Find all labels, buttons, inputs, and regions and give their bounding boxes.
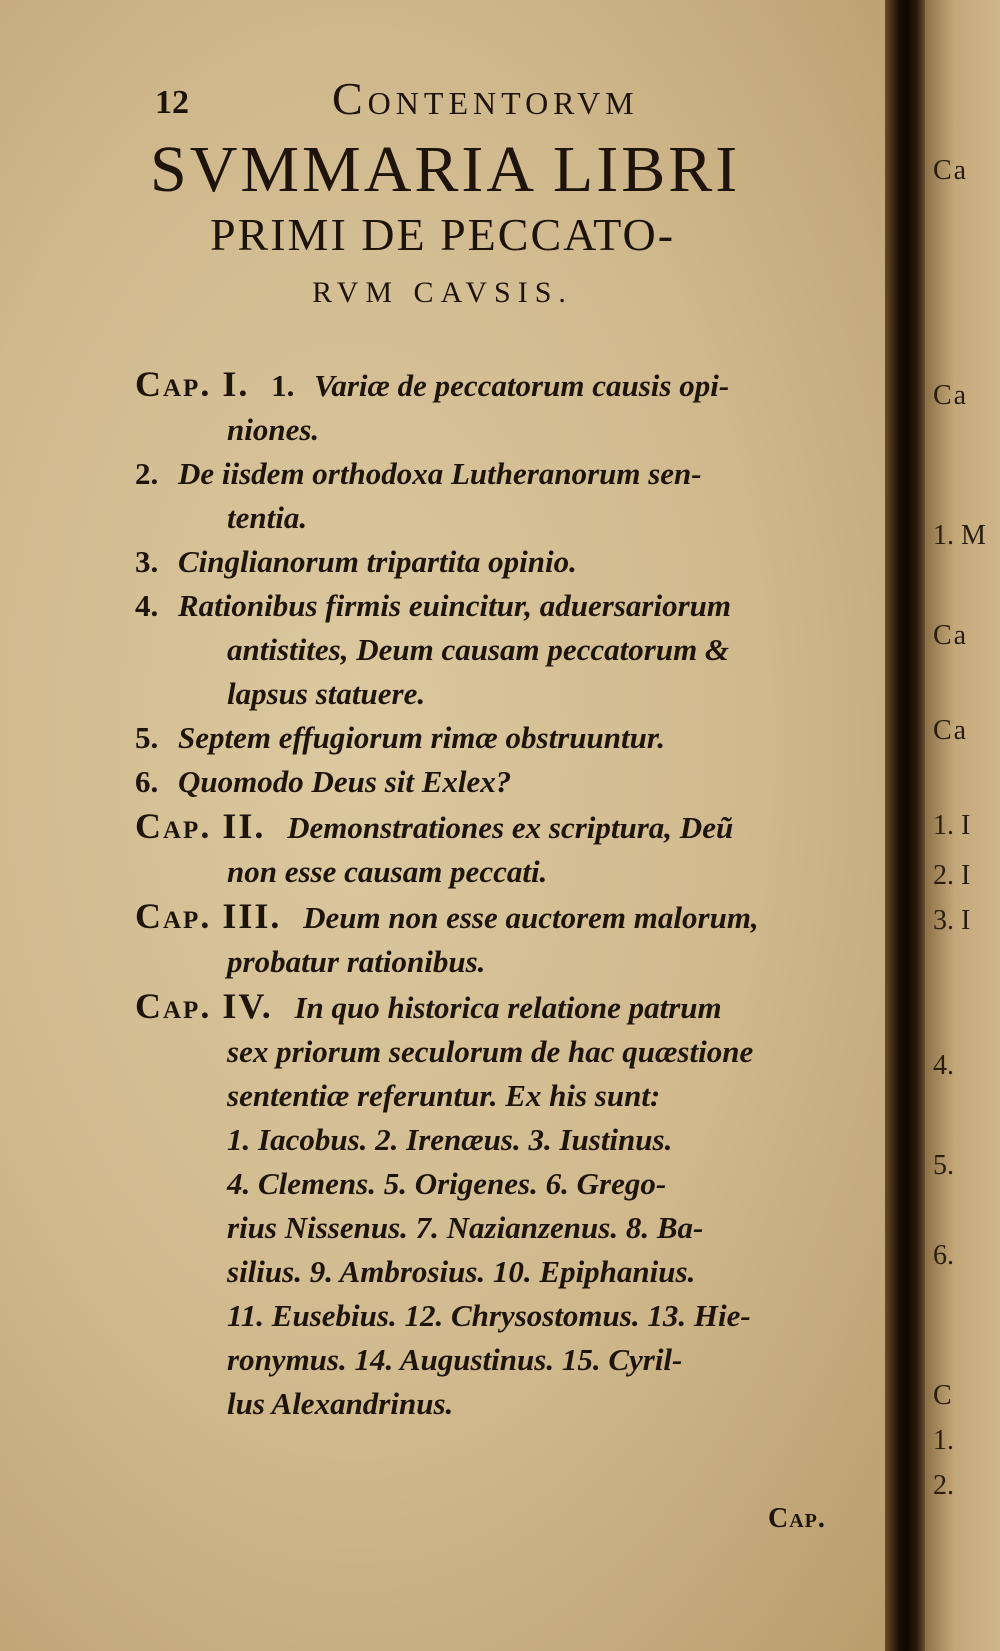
chapter-text-cont: sententiæ referuntur. Ex his sunt: <box>227 1078 661 1113</box>
item-text: De iisdem orthodoxa Lutheranorum sen- <box>178 456 702 491</box>
item-text-cont: antistites, Deum causam peccatorum & <box>227 632 730 667</box>
title-line-3: RVM CAVSIS. <box>312 276 573 309</box>
chapter-2-entry <box>135 804 875 894</box>
fathers-line: lus Alexandrinus. <box>227 1386 454 1421</box>
item-number: 1. <box>271 368 295 403</box>
chapter-label: Cap. III. <box>135 896 282 936</box>
fathers-line: silius. 9. Ambrosius. 10. Epiphanius. <box>227 1254 696 1289</box>
chapter-1-item-6 <box>135 760 875 804</box>
facing-page-edge <box>925 0 1000 1651</box>
facing-fragment: 2. I <box>933 860 971 891</box>
facing-fragment: 1. <box>933 1425 954 1456</box>
item-text-cont: lapsus statuere. <box>227 676 426 711</box>
item-text-cont: tentia. <box>227 500 308 535</box>
chapter-text-cont: sex priorum seculorum de hac quæstione <box>227 1034 754 1069</box>
fathers-line: 11. Eusebius. 12. Chrysostomus. 13. Hie- <box>227 1298 751 1333</box>
page-number: 12 <box>155 84 189 121</box>
item-text: Septem effugiorum rimæ obstruuntur. <box>178 720 665 755</box>
book-gutter <box>885 0 925 1651</box>
fathers-line: rius Nissenus. 7. Nazianzenus. 8. Ba- <box>227 1210 704 1245</box>
chapter-1-item-2 <box>135 452 875 540</box>
chapter-text-cont: probatur rationibus. <box>227 944 486 979</box>
fathers-line: ronymus. 14. Augustinus. 15. Cyril- <box>227 1342 683 1377</box>
facing-fragment: Ca <box>933 155 969 186</box>
facing-fragment: Ca <box>933 620 969 651</box>
facing-fragment: 6. <box>933 1240 954 1271</box>
facing-fragment: 4. <box>933 1050 954 1081</box>
item-text-cont: niones. <box>227 412 320 447</box>
chapter-1-item-4 <box>135 584 875 716</box>
title-line-2: PRIMI DE PECCATO- <box>209 209 676 260</box>
facing-fragment: Ca <box>933 715 969 746</box>
item-number: 2. <box>135 456 159 491</box>
chapter-1-item-3 <box>135 540 875 584</box>
chapter-label: Cap. IV. <box>135 986 273 1026</box>
chapter-text: In quo historica relatione patrum <box>294 990 722 1025</box>
facing-fragment: 3. I <box>933 905 971 936</box>
chapter-label: Cap. I. <box>135 364 250 404</box>
facing-fragment: 5. <box>933 1150 954 1181</box>
facing-fragment: C <box>933 1380 954 1411</box>
contents-list <box>135 362 875 1426</box>
facing-fragment: 1. I <box>933 810 971 841</box>
item-number: 4. <box>135 588 159 623</box>
running-head: Contentorvm <box>332 73 639 124</box>
item-number: 5. <box>135 720 159 755</box>
chapter-text: Demonstrationes ex scriptura, Deũ <box>287 810 734 845</box>
chapter-1-item-1 <box>135 362 875 452</box>
chapter-4-entry <box>135 984 875 1426</box>
fathers-line: 1. Iacobus. 2. Irenæus. 3. Iustinus. <box>227 1122 673 1157</box>
chapter-3-entry <box>135 894 875 984</box>
facing-fragment: 1. M <box>933 520 986 551</box>
chapter-1-item-5 <box>135 716 875 760</box>
item-text: Cinglianorum tripartita opinio. <box>178 544 577 579</box>
item-text: Variæ de peccatorum causis opi- <box>314 368 730 403</box>
chapter-text: Deum non esse auctorem malorum, <box>303 900 759 935</box>
item-text: Quomodo Deus sit Exlex? <box>178 764 512 799</box>
item-text: Rationibus firmis euincitur, aduersariorum <box>178 588 732 623</box>
item-number: 6. <box>135 764 159 799</box>
chapter-label: Cap. II. <box>135 806 266 846</box>
chapter-text-cont: non esse causam peccati. <box>227 854 548 889</box>
page-header <box>150 72 730 132</box>
title-line-1: SVMMARIA LIBRI <box>150 133 741 206</box>
facing-fragment: 2. <box>933 1470 954 1501</box>
fathers-line: 4. Clemens. 5. Origenes. 6. Grego- <box>227 1166 667 1201</box>
catchword: Cap. <box>768 1503 826 1534</box>
facing-fragment: Ca <box>933 380 969 411</box>
item-number: 3. <box>135 544 159 579</box>
